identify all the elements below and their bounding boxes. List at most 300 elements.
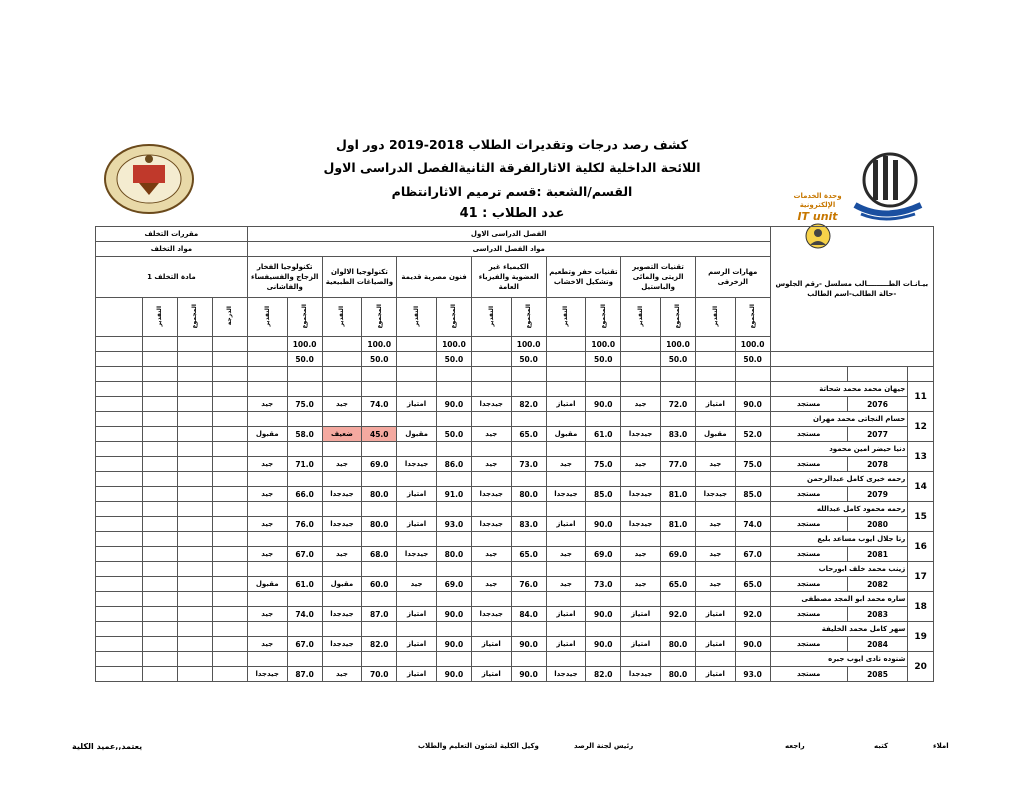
student-name-row xyxy=(96,382,934,397)
empty-cell xyxy=(142,367,177,382)
mark-total: 90.0 xyxy=(586,637,621,652)
mark-total: 68.0 xyxy=(362,547,397,562)
empty-cell xyxy=(142,637,177,652)
empty-cell xyxy=(511,382,546,397)
empty-cell xyxy=(362,442,397,457)
mark-total: 83.0 xyxy=(660,427,695,442)
carry-empty-header xyxy=(96,298,143,337)
empty-cell xyxy=(177,517,212,532)
mark-total: 69.0 xyxy=(362,457,397,472)
mark-total: 90.0 xyxy=(586,517,621,532)
mark-grade: جيد xyxy=(247,637,287,652)
empty-cell xyxy=(96,517,143,532)
empty-cell xyxy=(96,652,143,667)
student-serial: 16 xyxy=(908,532,934,562)
subject-6: تكنولوجيا الالوان والصياغات الطبيعية xyxy=(322,257,397,298)
mark-grade: جيدجدا xyxy=(546,667,586,682)
col-grade-label: التقدير xyxy=(338,305,346,327)
footer-committee-head: رئيس لجنة الرصد xyxy=(574,742,634,750)
empty-cell xyxy=(397,412,437,427)
subject-2: تقنيات التصوير الزيتى والمائى والباستيل xyxy=(621,257,696,298)
empty-cell xyxy=(586,367,621,382)
student-seat: 2079 xyxy=(847,487,908,502)
empty-cell xyxy=(586,412,621,427)
empty-cell xyxy=(287,367,322,382)
empty-cell xyxy=(436,652,471,667)
mark-total: 45.0 xyxy=(362,427,397,442)
max-mark: 100.0 xyxy=(660,337,695,352)
col-grade-label: التقدير xyxy=(637,305,645,327)
empty-cell xyxy=(142,622,177,637)
mark-total: 80.0 xyxy=(362,517,397,532)
empty-cell xyxy=(177,667,212,682)
col-grade-header xyxy=(322,298,362,337)
empty-cell xyxy=(695,442,735,457)
mark-grade: جيد xyxy=(621,457,661,472)
empty-cell xyxy=(586,472,621,487)
empty-cell xyxy=(96,352,143,367)
mark-total: 73.0 xyxy=(511,457,546,472)
mark-grade: امتياز xyxy=(546,397,586,412)
empty-cell xyxy=(397,652,437,667)
semester-materials: مواد الفصل الدراسى xyxy=(247,242,770,257)
max-mark: 100.0 xyxy=(362,337,397,352)
empty-cell xyxy=(660,622,695,637)
empty-cell xyxy=(96,532,143,547)
empty-cell xyxy=(322,412,362,427)
empty-cell xyxy=(695,562,735,577)
mark-total: 80.0 xyxy=(436,547,471,562)
col-grade-label: التقدير xyxy=(711,305,719,327)
col-total-header xyxy=(436,298,471,337)
empty-cell xyxy=(621,592,661,607)
empty-cell xyxy=(96,382,143,397)
empty-cell xyxy=(436,412,471,427)
max-mark: 100.0 xyxy=(511,337,546,352)
empty-cell xyxy=(247,442,287,457)
student-seat: 2084 xyxy=(847,637,908,652)
mark-total: 90.0 xyxy=(436,397,471,412)
mark-grade: جيد xyxy=(471,427,511,442)
empty-cell xyxy=(621,652,661,667)
student-marks-row xyxy=(96,547,934,562)
empty-cell xyxy=(177,637,212,652)
student-name-row xyxy=(96,592,934,607)
empty-cell xyxy=(471,352,511,367)
empty-cell xyxy=(397,367,437,382)
carry-grade-header xyxy=(142,298,177,337)
empty-cell xyxy=(908,367,934,382)
student-serial: 18 xyxy=(908,592,934,622)
empty-cell xyxy=(142,502,177,517)
empty-cell xyxy=(621,412,661,427)
student-serial: 15 xyxy=(908,502,934,532)
empty-cell xyxy=(471,562,511,577)
student-seat: 2076 xyxy=(847,397,908,412)
empty-cell xyxy=(322,532,362,547)
empty-cell xyxy=(735,502,770,517)
empty-cell xyxy=(142,442,177,457)
empty-cell xyxy=(212,517,247,532)
student-name: ساره محمد ابو المجد مصطفى xyxy=(770,592,908,607)
empty-cell xyxy=(142,607,177,622)
empty-cell xyxy=(177,412,212,427)
empty-cell xyxy=(142,427,177,442)
empty-cell xyxy=(397,472,437,487)
col-total-header xyxy=(586,298,621,337)
empty-cell xyxy=(660,442,695,457)
student-serial: 14 xyxy=(908,472,934,502)
mark-grade: جيد xyxy=(322,547,362,562)
empty-cell xyxy=(695,502,735,517)
mark-grade: جيد xyxy=(471,577,511,592)
empty-cell xyxy=(212,577,247,592)
empty-cell xyxy=(695,592,735,607)
mark-grade: مقبول xyxy=(322,577,362,592)
mark-grade: جيدجدا xyxy=(695,487,735,502)
col-total-label: المجموع xyxy=(599,303,607,329)
mark-grade: جيدجدا xyxy=(621,517,661,532)
mark-grade: جيدجدا xyxy=(621,667,661,682)
mark-total: 52.0 xyxy=(735,427,770,442)
col-total-header xyxy=(660,298,695,337)
student-name: رنا جلال ايوب مساعد بليع xyxy=(770,532,908,547)
it-unit-title: وحدة الخدمات الإلكترونية xyxy=(793,192,842,209)
empty-cell xyxy=(511,652,546,667)
mark-total: 69.0 xyxy=(660,547,695,562)
empty-cell xyxy=(212,427,247,442)
empty-cell xyxy=(212,592,247,607)
col-total-label: المجموع xyxy=(749,303,757,329)
mark-grade: امتياز xyxy=(621,607,661,622)
col-total-label: المجموع xyxy=(301,303,309,329)
empty-cell xyxy=(212,622,247,637)
student-name-row xyxy=(96,502,934,517)
empty-cell xyxy=(142,457,177,472)
empty-cell xyxy=(546,352,586,367)
mark-grade: امتياز xyxy=(397,607,437,622)
mark-total: 90.0 xyxy=(436,667,471,682)
mark-grade: مقبول xyxy=(247,427,287,442)
empty-cell xyxy=(660,472,695,487)
mark-total: 65.0 xyxy=(660,577,695,592)
empty-cell xyxy=(621,382,661,397)
mark-grade: جيدجدا xyxy=(621,487,661,502)
student-seat: 2082 xyxy=(847,577,908,592)
student-seat: 2077 xyxy=(847,427,908,442)
student-status: مستجد xyxy=(770,667,847,682)
empty-cell xyxy=(735,442,770,457)
mark-grade: جيد xyxy=(471,457,511,472)
mark-grade: جيد xyxy=(247,517,287,532)
department-label: القسم/الشعبة :قسم ترميم الاثارانتظام xyxy=(391,184,633,199)
col-grade-header xyxy=(397,298,437,337)
col-grade-label: التقدير xyxy=(156,305,164,327)
empty-cell xyxy=(287,562,322,577)
mark-grade: جيد xyxy=(247,487,287,502)
empty-cell xyxy=(546,622,586,637)
student-name: رحمه خيرى كامل عبدالرحمن xyxy=(770,472,908,487)
footer-dictation: املاء xyxy=(933,742,949,750)
empty-cell xyxy=(735,592,770,607)
mark-total: 80.0 xyxy=(660,637,695,652)
student-serial: 20 xyxy=(908,652,934,682)
mark-total: 58.0 xyxy=(287,427,322,442)
student-marks-row xyxy=(96,667,934,682)
empty-cell xyxy=(322,592,362,607)
empty-cell xyxy=(546,472,586,487)
footer-vice-dean: وكيل الكلية لشئون التعليم والطلاب xyxy=(418,742,539,750)
empty-cell xyxy=(621,367,661,382)
empty-cell xyxy=(586,592,621,607)
empty-cell xyxy=(735,382,770,397)
empty-cell xyxy=(96,397,143,412)
col-total-label: المجموع xyxy=(525,303,533,329)
empty-cell xyxy=(621,337,661,352)
col-total-header xyxy=(735,298,770,337)
empty-cell xyxy=(660,367,695,382)
empty-cell xyxy=(212,442,247,457)
empty-cell xyxy=(287,472,322,487)
col-grade-header xyxy=(621,298,661,337)
mark-grade: جيد xyxy=(621,577,661,592)
student-marks-row xyxy=(96,607,934,622)
empty-cell xyxy=(397,442,437,457)
empty-cell xyxy=(177,487,212,502)
empty-cell xyxy=(511,367,546,382)
mark-total: 92.0 xyxy=(660,607,695,622)
empty-cell xyxy=(247,562,287,577)
empty-cell xyxy=(177,577,212,592)
empty-cell xyxy=(471,622,511,637)
mark-grade: جيد xyxy=(546,547,586,562)
empty-cell xyxy=(96,637,143,652)
col-grade-header xyxy=(471,298,511,337)
mark-grade: جيد xyxy=(546,577,586,592)
empty-cell xyxy=(471,367,511,382)
empty-cell xyxy=(735,472,770,487)
mark-grade: جيدجدا xyxy=(397,457,437,472)
mark-grade: مقبول xyxy=(247,577,287,592)
empty-cell xyxy=(322,367,362,382)
header-row-1 xyxy=(96,227,934,242)
mark-grade: امتياز xyxy=(695,667,735,682)
empty-cell xyxy=(436,592,471,607)
empty-cell xyxy=(397,622,437,637)
mark-grade: جيد xyxy=(471,547,511,562)
empty-cell xyxy=(142,412,177,427)
mark-grade: امتياز xyxy=(695,607,735,622)
mark-grade: جيد xyxy=(247,457,287,472)
mark-total: 69.0 xyxy=(436,577,471,592)
empty-cell xyxy=(660,652,695,667)
col-attempt-label: الدرجة xyxy=(226,306,234,326)
empty-cell xyxy=(621,622,661,637)
empty-cell xyxy=(287,502,322,517)
empty-cell xyxy=(695,382,735,397)
student-name-row xyxy=(96,472,934,487)
subject-5: فنون مصرية قديمة xyxy=(397,257,472,298)
empty-cell xyxy=(362,562,397,577)
empty-cell xyxy=(177,652,212,667)
footer-dean: يعتمد,,عميد الكلية xyxy=(72,742,143,751)
mark-total: 85.0 xyxy=(586,487,621,502)
mark-grade: امتياز xyxy=(397,487,437,502)
empty-cell xyxy=(322,622,362,637)
empty-cell xyxy=(247,622,287,637)
semester-label: الفصل الدراسى الاول xyxy=(247,227,770,242)
mark-total: 87.0 xyxy=(362,607,397,622)
student-name: شنوده نادى ايوب جبره xyxy=(770,652,908,667)
empty-cell xyxy=(142,562,177,577)
empty-cell xyxy=(436,502,471,517)
empty-cell xyxy=(362,382,397,397)
empty-cell xyxy=(96,592,143,607)
empty-cell xyxy=(660,562,695,577)
student-info-header: بيـانـات الطـــــــــالب مسلسل -رقم الجلوس -حالة الطالب-اسم الطالب xyxy=(770,227,933,352)
empty-cell xyxy=(735,652,770,667)
empty-cell xyxy=(177,562,212,577)
empty-cell xyxy=(471,592,511,607)
mark-total: 65.0 xyxy=(735,577,770,592)
mark-total: 69.0 xyxy=(586,547,621,562)
mark-grade: امتياز xyxy=(695,637,735,652)
mark-grade: ضعيف xyxy=(322,427,362,442)
empty-cell xyxy=(177,427,212,442)
mark-grade: جيدجدا xyxy=(397,547,437,562)
empty-cell xyxy=(142,337,177,352)
empty-cell xyxy=(660,592,695,607)
subject-3: تقنيات حفر وتطعيم وتشكيل الاخشاب xyxy=(546,257,621,298)
student-name-row xyxy=(96,562,934,577)
mark-total: 83.0 xyxy=(511,517,546,532)
mark-total: 61.0 xyxy=(287,577,322,592)
empty-cell xyxy=(586,532,621,547)
empty-cell xyxy=(322,652,362,667)
empty-cell xyxy=(471,337,511,352)
empty-cell xyxy=(287,532,322,547)
faculty-logo-icon xyxy=(845,150,925,225)
mark-total: 80.0 xyxy=(362,487,397,502)
subject-7: تكنولوجيا الفخار الزجاج والفسيفساء والفاشانى xyxy=(247,257,322,298)
empty-cell xyxy=(546,652,586,667)
spacer-row xyxy=(96,367,934,382)
col-total-label: المجموع xyxy=(375,303,383,329)
empty-cell xyxy=(177,382,212,397)
empty-cell xyxy=(247,592,287,607)
empty-cell xyxy=(322,382,362,397)
mark-grade: جيد xyxy=(322,457,362,472)
empty-cell xyxy=(287,592,322,607)
empty-cell xyxy=(322,562,362,577)
empty-cell xyxy=(586,562,621,577)
empty-cell xyxy=(287,652,322,667)
empty-cell xyxy=(586,622,621,637)
student-marks-row xyxy=(96,637,934,652)
min-mark: 50.0 xyxy=(436,352,471,367)
mark-grade: امتياز xyxy=(397,517,437,532)
empty-cell xyxy=(142,472,177,487)
empty-cell xyxy=(436,472,471,487)
empty-cell xyxy=(546,592,586,607)
student-count: عدد الطلاب : 41 xyxy=(459,206,565,221)
empty-cell xyxy=(177,547,212,562)
mark-grade: جيدجدا xyxy=(322,517,362,532)
empty-cell xyxy=(511,472,546,487)
empty-cell xyxy=(621,442,661,457)
mark-grade: جيد xyxy=(322,397,362,412)
empty-cell xyxy=(142,547,177,562)
mark-grade: جيدجدا xyxy=(247,667,287,682)
empty-cell xyxy=(177,352,212,367)
mark-total: 91.0 xyxy=(436,487,471,502)
empty-cell xyxy=(96,607,143,622)
col-total-header xyxy=(362,298,397,337)
student-marks-row xyxy=(96,487,934,502)
empty-cell xyxy=(96,577,143,592)
col-total-header xyxy=(511,298,546,337)
empty-cell xyxy=(436,367,471,382)
mark-total: 80.0 xyxy=(511,487,546,502)
empty-cell xyxy=(621,532,661,547)
mark-total: 93.0 xyxy=(436,517,471,532)
mark-grade: جيد xyxy=(695,457,735,472)
empty-cell xyxy=(212,412,247,427)
empty-cell xyxy=(397,592,437,607)
mark-total: 90.0 xyxy=(436,637,471,652)
empty-cell xyxy=(322,352,362,367)
mark-grade: جيد xyxy=(247,547,287,562)
subject-1: مهارات الرسم الزخرفى xyxy=(695,257,770,298)
col-grade-header xyxy=(546,298,586,337)
empty-cell xyxy=(621,472,661,487)
mark-total: 75.0 xyxy=(735,457,770,472)
empty-cell xyxy=(96,622,143,637)
footer-review: راجعه xyxy=(785,742,805,750)
report-subtitle: اللائحة الداخلية لكلية الاثارالفرقة الثانيةالفصل الدراسى الاول xyxy=(323,160,701,175)
mark-grade: امتياز xyxy=(397,667,437,682)
mark-total: 90.0 xyxy=(511,667,546,682)
empty-cell xyxy=(142,382,177,397)
mark-total: 70.0 xyxy=(362,667,397,682)
empty-cell xyxy=(471,442,511,457)
empty-cell xyxy=(96,562,143,577)
empty-cell xyxy=(212,397,247,412)
empty-cell xyxy=(96,502,143,517)
mark-total: 82.0 xyxy=(586,667,621,682)
mark-grade: مقبول xyxy=(546,427,586,442)
empty-cell xyxy=(177,502,212,517)
empty-cell xyxy=(142,352,177,367)
mark-total: 86.0 xyxy=(436,457,471,472)
empty-cell xyxy=(247,472,287,487)
min-mark: 50.0 xyxy=(586,352,621,367)
empty-cell xyxy=(212,532,247,547)
empty-cell xyxy=(212,607,247,622)
student-name: حسام النجاتى محمد مهران xyxy=(770,412,908,427)
empty-cell xyxy=(177,367,212,382)
mark-total: 65.0 xyxy=(511,427,546,442)
student-status: مستجد xyxy=(770,517,847,532)
empty-cell xyxy=(177,472,212,487)
empty-cell xyxy=(735,532,770,547)
university-seal-icon xyxy=(103,143,195,215)
mark-grade: مقبول xyxy=(695,427,735,442)
empty-cell xyxy=(212,547,247,562)
empty-cell xyxy=(660,412,695,427)
mark-total: 67.0 xyxy=(735,547,770,562)
empty-cell xyxy=(96,667,143,682)
